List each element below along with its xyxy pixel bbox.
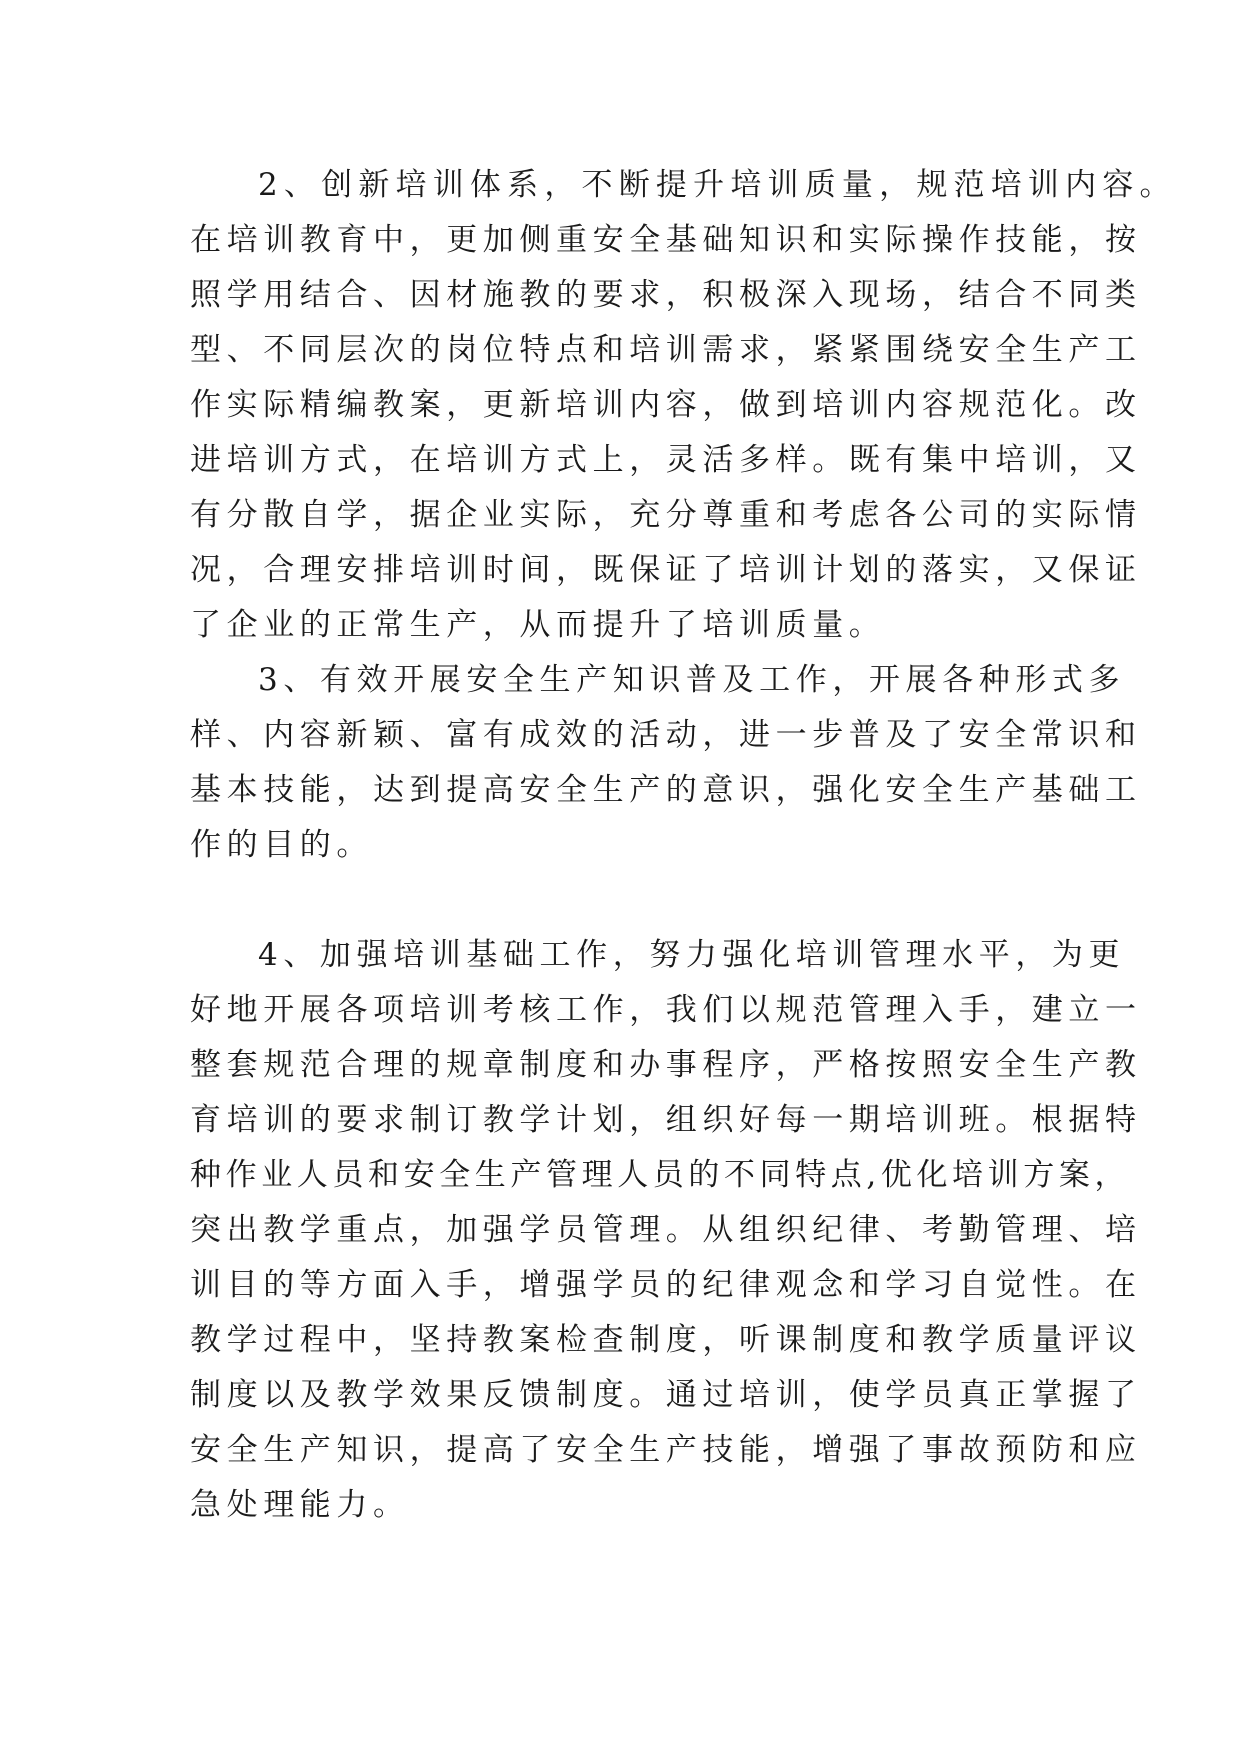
- text-line: 3、有效开展安全生产知识普及工作，开展各种形式多: [258, 662, 1126, 698]
- text-line: 况，合理安排培训时间，既保证了培训计划的落实，又保证: [190, 552, 1142, 588]
- text-line: 急处理能力。: [190, 1487, 410, 1523]
- text-line: 有分散自学，据企业实际，充分尊重和考虑各公司的实际情: [190, 497, 1142, 533]
- text-line: 照学用结合、因材施教的要求，积极深入现场，结合不同类: [190, 277, 1142, 313]
- text-line: 训目的等方面入手，增强学员的纪律观念和学习自觉性。在: [190, 1267, 1142, 1303]
- text-line: 2、创新培训体系，不断提升培训质量，规范培训内容。: [258, 167, 1177, 203]
- text-line: 作实际精编教案，更新培训内容，做到培训内容规范化。改: [190, 387, 1142, 423]
- text-line: 种作业人员和安全生产管理人员的不同特点,优化培训方案，: [190, 1157, 1131, 1193]
- text-line: 作的目的。: [190, 827, 373, 863]
- text-line: 进培训方式，在培训方式上，灵活多样。既有集中培训，又: [190, 442, 1142, 478]
- text-line: 4、加强培训基础工作，努力强化培训管理水平，为更: [258, 937, 1126, 973]
- text-line: 在培训教育中，更加侧重安全基础知识和实际操作技能，按: [190, 222, 1142, 258]
- text-line: 制度以及教学效果反馈制度。通过培训，使学员真正掌握了: [190, 1377, 1142, 1413]
- text-line: 型、不同层次的岗位特点和培训需求，紧紧围绕安全生产工: [190, 332, 1142, 368]
- text-line: 了企业的正常生产，从而提升了培训质量。: [190, 607, 886, 643]
- text-line: 好地开展各项培训考核工作，我们以规范管理入手，建立一: [190, 992, 1142, 1028]
- text-line: 基本技能，达到提高安全生产的意识，强化安全生产基础工: [190, 772, 1142, 808]
- text-line: 样、内容新颖、富有成效的活动，进一步普及了安全常识和: [190, 717, 1142, 753]
- text-line: 育培训的要求制订教学计划，组织好每一期培训班。根据特: [190, 1102, 1142, 1138]
- text-line: 安全生产知识，提高了安全生产技能，增强了事故预防和应: [190, 1432, 1142, 1468]
- text-line: 教学过程中，坚持教案检查制度，听课制度和教学质量评议: [190, 1322, 1142, 1358]
- text-line: 突出教学重点，加强学员管理。从组织纪律、考勤管理、培: [190, 1212, 1142, 1248]
- text-line: 整套规范合理的规章制度和办事程序，严格按照安全生产教: [190, 1047, 1142, 1083]
